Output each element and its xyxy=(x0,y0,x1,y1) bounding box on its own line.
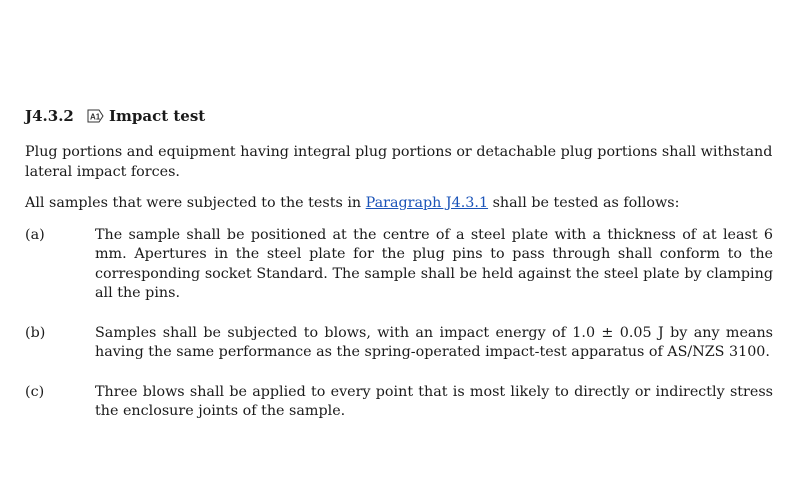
clause-heading xyxy=(25,105,773,127)
clause-title: Impact test xyxy=(109,107,206,125)
list-item xyxy=(25,324,773,363)
clause-number: J4.3.2 xyxy=(25,107,74,125)
list-item-label: (a) xyxy=(25,226,45,243)
amendment-marker-icon xyxy=(87,109,104,123)
list-item xyxy=(25,383,773,422)
amendment-flag-icon xyxy=(87,109,104,123)
document-page xyxy=(25,105,773,442)
svg-text:A1: A1 xyxy=(90,112,101,122)
list-item-label: (b) xyxy=(25,324,46,341)
samples-paragraph xyxy=(25,194,773,214)
samples-text-before: All samples that were subjected to the tests in xyxy=(25,195,366,211)
list-item-label: (c) xyxy=(25,383,45,400)
intro-paragraph: Plug portions and equipment having integral plug portions or detachable plug portions shall withstand lateral impact forces. xyxy=(25,144,773,180)
list-item-text: Three blows shall be applied to every point that is most likely to directly or indirectly stress the enclosure joints of the sample. xyxy=(95,383,773,419)
paragraph-reference-link[interactable]: Paragraph J4.3.1 xyxy=(365,195,489,211)
list-item xyxy=(25,226,773,304)
list-item-text: The sample shall be positioned at the centre of a steel plate with a thickness of at least 6 mm. Apertures in the steel plate for the plug pins to pass through shall conform to the corresponding socket Standard. The sample shall be held against the steel plate by clamping all the pins. xyxy=(95,226,773,301)
list-item-text: Samples shall be subjected to blows, with an impact energy of 1.0 ± 0.05 J by any means having the same performance as the spring-operated impact-test apparatus of AS/NZS 3100. xyxy=(95,324,773,360)
samples-text-after: shall be tested as follows: xyxy=(488,195,680,211)
